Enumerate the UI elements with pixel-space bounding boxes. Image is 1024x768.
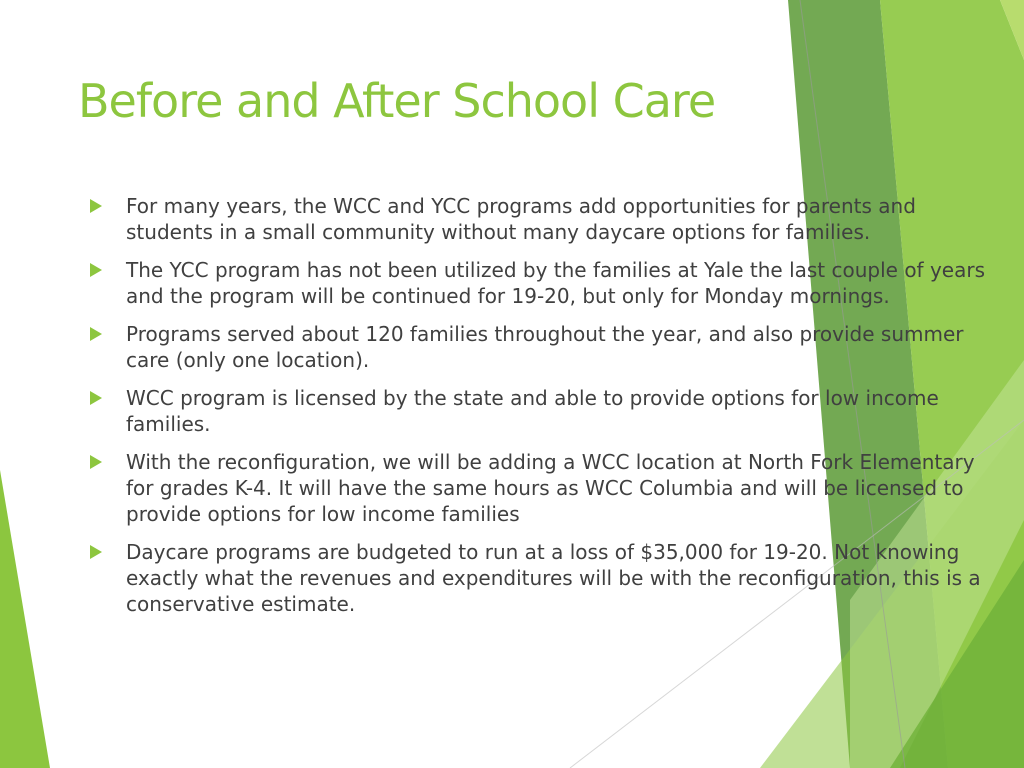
bullet-text: With the reconfiguration, we will be adding a WCC location at North Fork Elementary for grades K-4. It will have the same hours as WCC Columbia and will be licensed to provide options for low income families	[126, 450, 975, 526]
triangle-right-icon	[90, 327, 102, 341]
bullet-item	[88, 449, 988, 527]
decor-left-sliver	[0, 470, 50, 768]
triangle-right-icon	[90, 263, 102, 277]
triangle-right-icon	[90, 391, 102, 405]
bullet-item	[88, 321, 988, 373]
bullet-item	[88, 539, 988, 617]
triangle-right-icon	[90, 199, 102, 213]
bullet-item	[88, 385, 988, 437]
bullet-text: For many years, the WCC and YCC programs add opportunities for parents and students in a small community without many daycare options for families.	[126, 194, 916, 244]
bullet-text: Programs served about 120 families throughout the year, and also provide summer care (only one location).	[126, 322, 964, 372]
bullet-text: WCC program is licensed by the state and able to provide options for low income families.	[126, 386, 939, 436]
slide-title: Before and After School Care	[78, 74, 716, 128]
bullet-text: The YCC program has not been utilized by the families at Yale the last couple of years and the program will be continued for 19-20, but only for Monday mornings.	[126, 258, 985, 308]
bullet-text: Daycare programs are budgeted to run at a loss of $35,000 for 19-20. Not knowing exactly what the revenues and expenditures will be with the reconfiguration, this is a conservative estimate.	[126, 540, 981, 616]
triangle-right-icon	[90, 545, 102, 559]
bullet-list	[88, 193, 988, 629]
bullet-item	[88, 193, 988, 245]
triangle-right-icon	[90, 455, 102, 469]
bullet-item	[88, 257, 988, 309]
